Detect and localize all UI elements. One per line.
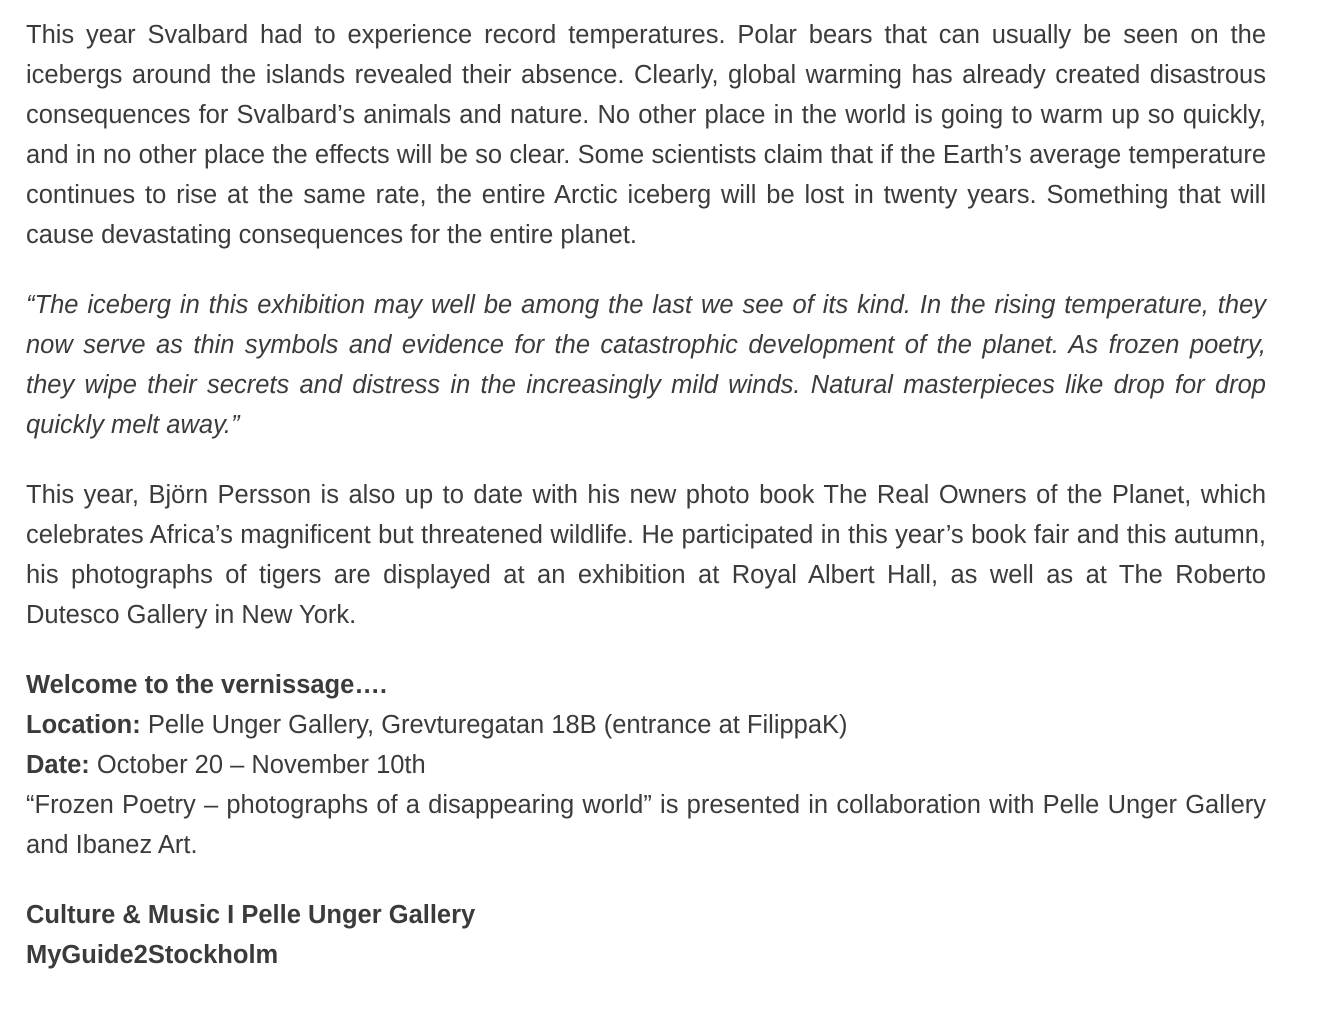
- paragraph-svalbard: This year Svalbard had to experience record temperatures. Polar bears that can usually be seen on the icebergs around the islands revealed their absence. Clearly, global warming has already created disastrous consequences for Svalbard’s animals and nature. No other place in the world is going to warm up so quickly, and in no other place the effects will be so clear. Some scientists claim that if the Earth’s average temperature continues to rise at the same rate, the entire Arctic iceberg will be lost in twenty years. Something that will cause devastating consequences for the entire planet.: [26, 21, 1266, 249]
- date-label: Date:: [26, 751, 90, 779]
- date-line: [26, 745, 1266, 785]
- exhibition-quote: “The iceberg in this exhibition may well be among the last we see of its kind. In the rising temperature, they now serve as thin symbols and evidence for the catastrophic development of the planet. As frozen poetry, they wipe their secrets and distress in the increasingly mild winds. Natural masterpieces like drop for drop quickly melt away.”: [26, 291, 1266, 439]
- article-body: [26, 15, 1266, 1005]
- category-label: Culture & Music I Pelle Unger Gallery: [26, 901, 476, 929]
- location-value: Pelle Unger Gallery, Grevturegatan 18B (entrance at FilippaK): [140, 711, 848, 739]
- footer-credits: [26, 895, 1266, 975]
- date-value: October 20 – November 10th: [89, 751, 426, 779]
- location-label: Location:: [26, 711, 141, 739]
- location-line: [26, 705, 1266, 745]
- collaboration-text: “Frozen Poetry – photographs of a disappearing world” is presented in collaboration with Pelle Unger Gallery and Ibanez Art.: [26, 791, 1266, 859]
- welcome-heading: Welcome to the vernissage….: [26, 671, 387, 699]
- event-details: [26, 665, 1266, 865]
- paragraph-bjorn-persson: This year, Björn Persson is also up to date with his new photo book The Real Owners of the Planet, which celebrates Africa’s magnificent but threatened wildlife. He participated in this year’s book fair and this autumn, his photographs of tigers are displayed at an exhibition at Royal Albert Hall, as well as at The Roberto Dutesco Gallery in New York.: [26, 481, 1266, 629]
- site-name: MyGuide2Stockholm: [26, 941, 279, 969]
